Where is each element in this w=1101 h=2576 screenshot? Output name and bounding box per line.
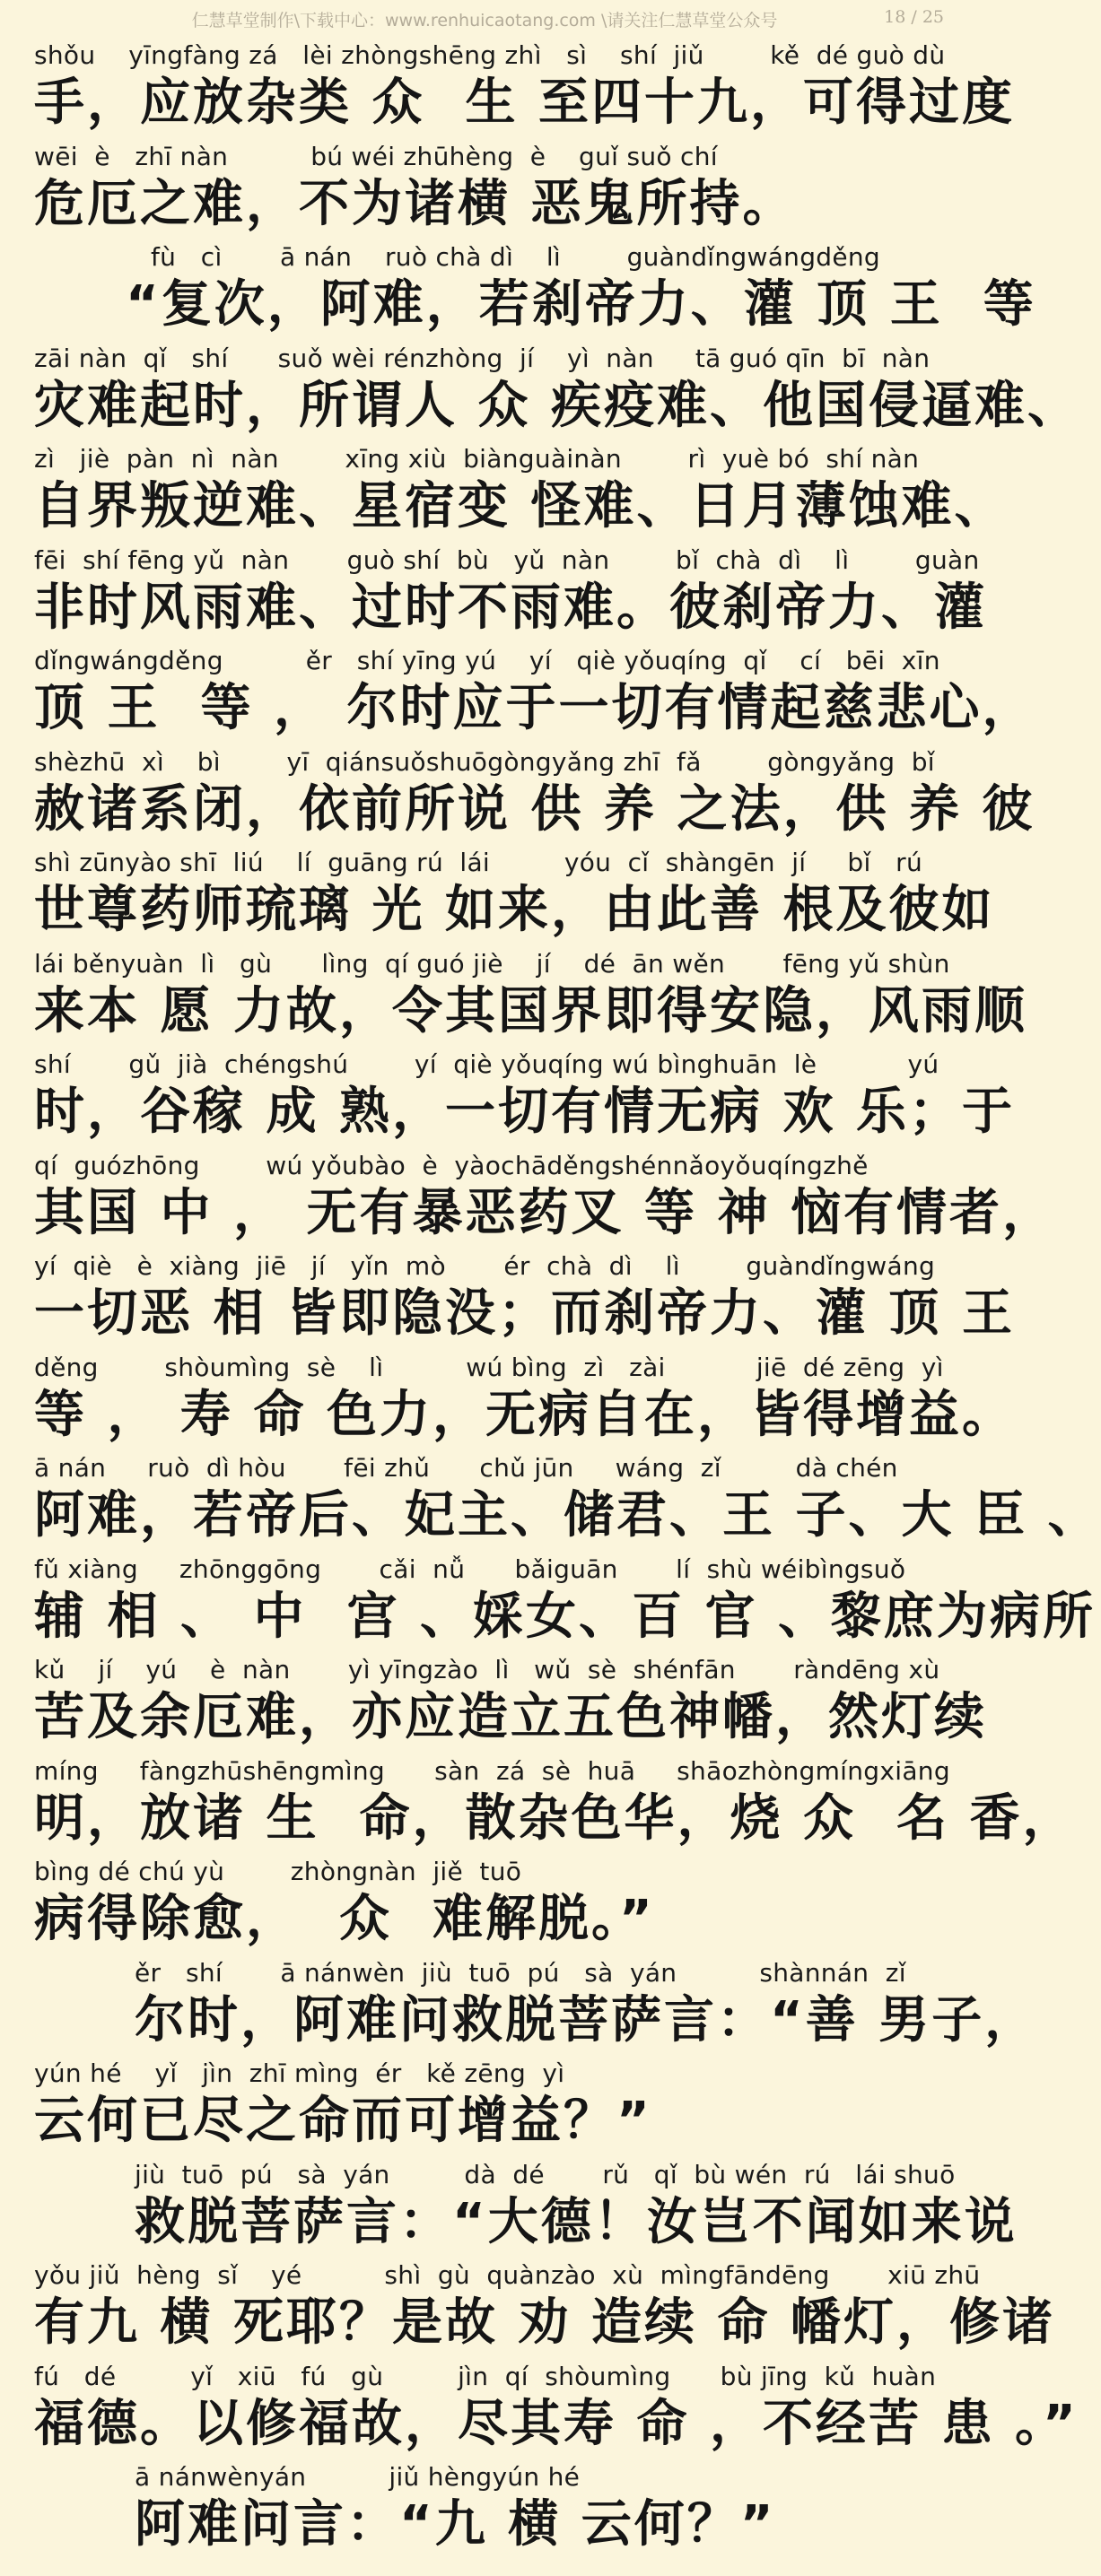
hanzi-line: 救脱菩萨言：“大德！汝岂不闻如来说 [135,2192,1018,2251]
pinyin-line: shèzhū xì bì yī qiánsuǒshuōgòngyǎng zhī fǎ gòngyǎng bǐ [34,746,935,777]
text-line [0,1856,969,1957]
text-line [0,1553,1096,1655]
pinyin-line: ā nánwènyán jiǔ hèngyún hé [135,2462,581,2492]
text-line [0,1654,987,1755]
hanzi-line: 有九 横 死耶？是故 劝 造续 命 幡灯，修诸 [34,2293,1055,2352]
text-line [0,1352,1015,1453]
text-line [0,948,1027,1049]
pinyin-line: fú dé yǐ xiū fú gù jìn qí shòumìng bù jīng kǔ huàn [34,2361,937,2391]
pinyin-line: jiù tuō pú sà yán dà dé rǔ qǐ bù wén rú lái shuō [135,2159,956,2189]
text-line [0,2461,969,2563]
pinyin-line: dǐngwángděng ěr shí yīng yú yí qiè yǒuqíng qǐ cí bēi xīn [34,646,940,675]
pinyin-line: zì jiè pàn nì nàn xīng xiù biànguàinàn rì yuè bó shí nàn [34,444,920,474]
pinyin-line: ā nán ruò dì hòu fēi zhǔ chǔ jūn wáng zǐ dà chén [34,1453,898,1483]
text-line [0,847,995,948]
pinyin-line: lái běnyuàn lì gù lìng qí guó jiè jí dé ān wěn fēng yǔ shùn [34,948,950,979]
text-line [0,2159,1018,2260]
hanzi-line: 明，放诸 生 命，散杂色华，烧 众 名 香， [34,1788,1076,1848]
text-line [0,2361,1079,2462]
pinyin-line: ěr shí ā nánwèn jiù tuō pú sà yán shànnán zǐ [135,1957,906,1988]
pinyin-line: yún hé yǐ jìn zhī mìng ér kě zēng yì [34,2058,565,2088]
hanzi-line: 辅 相 、 中 宫 、婇女、百 官 、黎庶为病所 [34,1587,1096,1646]
pinyin-line: qí guózhōng wú yǒubào è yàochāděngshénnǎoyǒuqíngzhě [34,1150,869,1180]
hanzi-line: 尔时，阿难问救脱菩萨言：“善 男子， [135,1990,1038,2049]
page-number: 18 / 25 [884,7,944,27]
text-line [0,544,987,646]
text-line [0,1150,1055,1251]
hanzi-line: 其国 中 ， 无有暴恶药叉 等 神 恼有情者， [34,1183,1055,1242]
text-line [0,141,969,242]
hanzi-line: 福德。以修福故，尽其寿 命 ，不经苦 患 。” [34,2394,1079,2453]
text-line [0,746,1035,848]
pinyin-line: shì zūnyào shī liú lí guāng rú lái yóu cǐ shàngēn jí bǐ rú [34,848,922,877]
pinyin-line: shí gǔ jià chéngshú yí qiè yǒuqíng wú bìnghuān lè yú [34,1049,939,1079]
hanzi-line: 危厄之难，不为诸横 恶鬼所持。 [34,174,796,233]
hanzi-line: 苦及余厄难，亦应造立五色神幡，然灯续 [34,1688,987,1746]
pinyin-line: yǒu jiǔ hèng sǐ yé shì gù quànzào xù mìngfāndēng xiū zhū [34,2260,981,2290]
page-header [0,0,969,39]
hanzi-line: “复次，阿难，若刹帝力、灌 顶 王 等 [126,275,1036,334]
hanzi-line: 阿难问言：“九 横 云何？” [135,2495,776,2554]
hanzi-line: 病得除愈， 众 难解脱。” [34,1890,655,1948]
pinyin-line: zāi nàn qǐ shí suǒ wèi rénzhòng jí yì nàn tā guó qīn bī nàn [34,343,931,373]
hanzi-line: 来本 愿 力故，令其国界即得安隐，风雨顺 [34,981,1027,1040]
text-line [0,645,1035,746]
pinyin-line: wēi è zhī nàn bú wéi zhūhèng è guǐ suǒ chí [34,141,718,171]
text-line [0,443,1008,544]
hanzi-line: 赦诸系闭，依前所说 供 养 之法，供 养 彼 [34,779,1035,839]
pinyin-line: kǔ jí yú è nàn yì yīngzào lì wǔ sè shénfān ràndēng xù [34,1655,940,1684]
text-line [0,1755,1076,1857]
text-body [0,39,1101,2563]
hanzi-line: 世尊药师琉璃 光 如来，由此善 根及彼如 [34,881,995,939]
hanzi-line: 灾难起时，所谓人 众 疾疫难、他国侵逼难、 [34,376,1080,435]
hanzi-line: 阿难，若帝后、妃主、储君、王 子、大 臣 、 [34,1486,1101,1545]
hanzi-line: 手，应放杂类 众 生 至四十九，可得过度 [34,74,1015,132]
hanzi-line: 自界叛逆难、星宿变 怪难、日月薄蚀难、 [34,477,1008,535]
pinyin-line: bìng dé chú yù zhòngnàn jiě tuō [34,1857,522,1886]
hanzi-line: 等 ， 寿 命 色力，无病自在，皆得增益。 [34,1385,1015,1444]
text-line [0,39,1015,141]
text-line [0,2259,1055,2361]
text-line [0,1250,1015,1352]
text-line [0,1957,1038,2058]
text-line [0,241,1036,343]
text-line [0,1049,1015,1150]
pinyin-line: shǒu yīngfàng zá lèi zhòngshēng zhì sì shí jiǔ kě dé guò dù [34,40,946,70]
hanzi-line: 云何已尽之命而可增益？” [34,2092,652,2150]
text-line [0,1452,1101,1553]
hanzi-line: 非时风雨难、过时不雨难。彼刹帝力、灌 [34,578,987,637]
pinyin-line: děng shòumìng sè lì wú bìng zì zài jiē dé zēng yì [34,1352,944,1382]
pinyin-line: fù cì ā nán ruò chà dì lì guàndǐngwángděng [151,242,880,272]
hanzi-line: 顶 王 等 ， 尔时应于一切有情起慈悲心， [34,679,1035,737]
pinyin-line: míng fàngzhūshēngmìng sàn zá sè huā shāozhòngmíngxiāng [34,1755,950,1786]
pinyin-line: yí qiè è xiàng jiē jí yǐn mò ér chà dì lì guàndǐngwáng [34,1251,936,1281]
text-line [0,343,1080,444]
text-line [0,2058,969,2159]
header-site-text: 仁慧草堂制作\下载中心：www.renhuicaotang.com \请关注仁慧草堂公众号 [191,11,778,30]
pinyin-line: fǔ xiàng zhōnggōng cǎi nǚ bǎiguān lí shù wéibìngsuǒ [34,1553,906,1584]
hanzi-line: 一切恶 相 皆即隐没；而刹帝力、灌 顶 王 [34,1284,1015,1343]
hanzi-line: 时，谷稼 成 熟，一切有情无病 欢 乐；于 [34,1083,1015,1141]
pinyin-line: fēi shí fēng yǔ nàn guò shí bù yǔ nàn bǐ chà dì lì guàn [34,544,980,575]
